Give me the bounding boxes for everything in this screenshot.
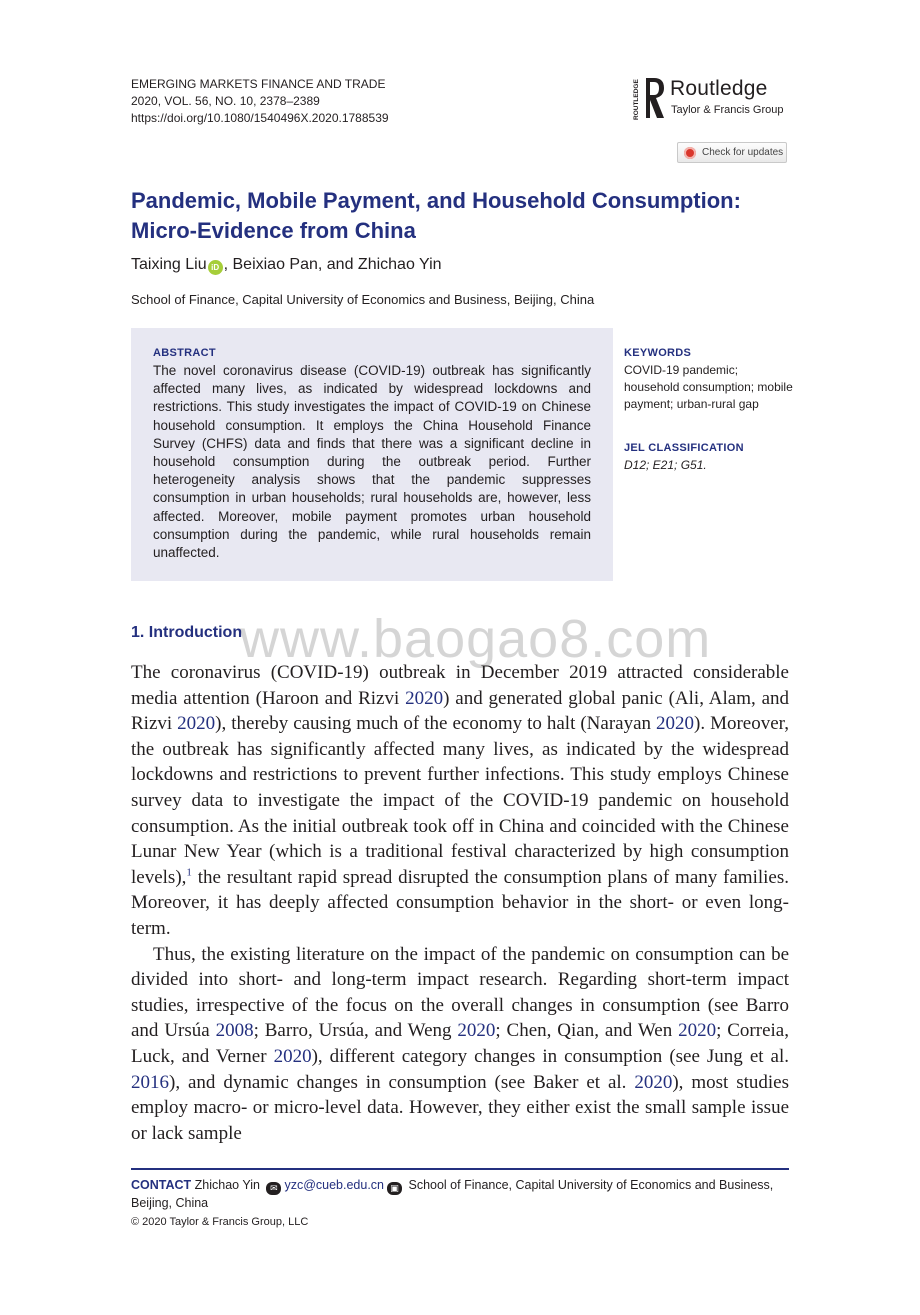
paragraph-2 [131,942,789,1147]
jel-label: JEL CLASSIFICATION [624,442,744,454]
abstract-text: The novel coronavirus disease (COVID-19) outbreak has significantly affected many lives, as indicated by widespread lockdowns and restrictions. This study investigates the impact of COVID-19 on Chinese household consumption. It employs the China Household Finance Survey (CHFS) data and finds that there was a significant decline in household consumption during the outbreak period. Further heterogeneity analysis shows that the pandemic suppresses consumption in urban households; rural households are, however, less affected. Moreover, mobile payment promotes urban household consumption during the pandemic, while rural households remain unaffected. [153,363,591,561]
volume-line: 2020, VOL. 56, NO. 10, 2378–2389 [131,94,320,108]
citation-link[interactable]: 2020 [457,1020,496,1042]
text-run: ) and generated global panic (Ali, Alam, and Rizvi [131,687,790,735]
body-text [131,660,789,1146]
contact-name: Zhichao Yin [191,1178,264,1192]
author-names-rest: , Beixiao Pan, and Zhichao Yin [223,256,442,273]
title-line-1: Pandemic, Mobile Payment, and Household Consumption: [131,188,741,213]
text-run: ), thereby causing much of the economy to halt (Narayan [215,713,657,735]
contact-email-link[interactable]: yzc@cueb.edu.cn [284,1178,385,1192]
citation-link[interactable]: 2020 [634,1071,673,1093]
contact-label: CONTACT [131,1178,192,1192]
paragraph-1 [131,660,789,942]
keywords-label: KEYWORDS [624,347,692,359]
contact-address: School of Finance, Capital University of Economics and Business, Beijing, China [131,1178,774,1210]
routledge-vertical-text: ROUTLEDGE [633,79,640,120]
text-run: ), most studies employ macro- or micro-level data. However, they either exist the small sample issue or lack sample [131,1071,789,1144]
routledge-r-icon [642,76,666,120]
author-list [131,256,442,275]
crossmark-icon [684,147,696,159]
citation-link[interactable]: 2020 [405,687,444,709]
introduction-heading: 1. Introduction [131,624,243,641]
author-name[interactable]: Taixing Liu [131,256,207,273]
publisher-logo [630,74,790,122]
routledge-vertical-mark [630,76,640,120]
citation-link[interactable]: 2020 [678,1020,717,1042]
footnote-marker[interactable]: 1 [186,866,192,879]
text-run: the resultant rapid spread disrupted the consumption plans of many families. Moreover, it has deeply affected consumption behavior in the short- or even long-term. [131,866,789,939]
text-run: ; Barro, Ursúa, and Weng [253,1020,458,1042]
keywords-text: COVID-19 pandemic; household consumption; mobile payment; urban-rural gap [624,363,793,411]
citation-link[interactable]: 2020 [177,713,216,735]
check-for-updates-label: Check for updates [702,147,784,158]
footer-divider [131,1168,789,1170]
email-icon: ✉ [266,1182,281,1195]
copyright: © 2020 Taylor & Francis Group, LLC [131,1216,309,1228]
abstract-label: ABSTRACT [153,347,216,359]
watermark: www.baogao8.com [240,609,712,669]
text-run: ; Chen, Qian, and Wen [495,1020,679,1042]
article-title [131,186,811,246]
journal-name: EMERGING MARKETS FINANCE AND TRADE [131,77,386,91]
jel-codes: D12; E21; G51. [624,458,707,472]
citation-link[interactable]: 2008 [215,1020,254,1042]
citation-link[interactable]: 2016 [131,1071,169,1093]
text-run: ; Correia, Luck, and Verner [131,1020,789,1067]
citation-link[interactable]: 2020 [656,713,695,735]
journal-header [131,76,389,127]
check-for-updates-button[interactable] [677,142,787,163]
citation-link[interactable]: 2020 [273,1045,312,1067]
affiliation: School of Finance, Capital University of Economics and Business, Beijing, China [131,292,595,307]
text-run: ). Moreover, the outbreak has significantly affected many lives, as indicated by the widespread lockdowns and restrictions to prevent further infections. This study employs Chinese survey data to investigate the impact of the COVID-19 pandemic on household consumption. As the initial outbreak took off in China and coincided with the Chinese Lunar New Year (which is a traditional festival characterized by high consumption levels), [131,713,789,888]
text-run: ), different category changes in consumption (see Jung et al. [311,1045,790,1067]
orcid-icon[interactable]: iD [208,260,223,275]
publisher-name: Routledge [670,77,768,100]
text-run: The coronavirus (COVID-19) outbreak in December 2019 attracted considerable media attention (Haroon and Rizvi [131,662,789,709]
text-run: Thus, the existing literature on the impact of the pandemic on consumption can be divided into short- and long-term impact research. Regarding short-term impact studies, irrespective of the focus on the overall changes in consumption (see Barro and Ursúa [131,943,789,1042]
title-line-2: Micro-Evidence from China [131,218,416,243]
address-icon: ▣ [387,1182,402,1195]
publisher-subtitle: Taylor & Francis Group [671,104,784,116]
text-run: ), and dynamic changes in consumption (see Baker et al. [169,1071,635,1093]
contact-info [131,1177,791,1212]
doi-link[interactable]: https://doi.org/10.1080/1540496X.2020.1788539 [131,111,389,125]
